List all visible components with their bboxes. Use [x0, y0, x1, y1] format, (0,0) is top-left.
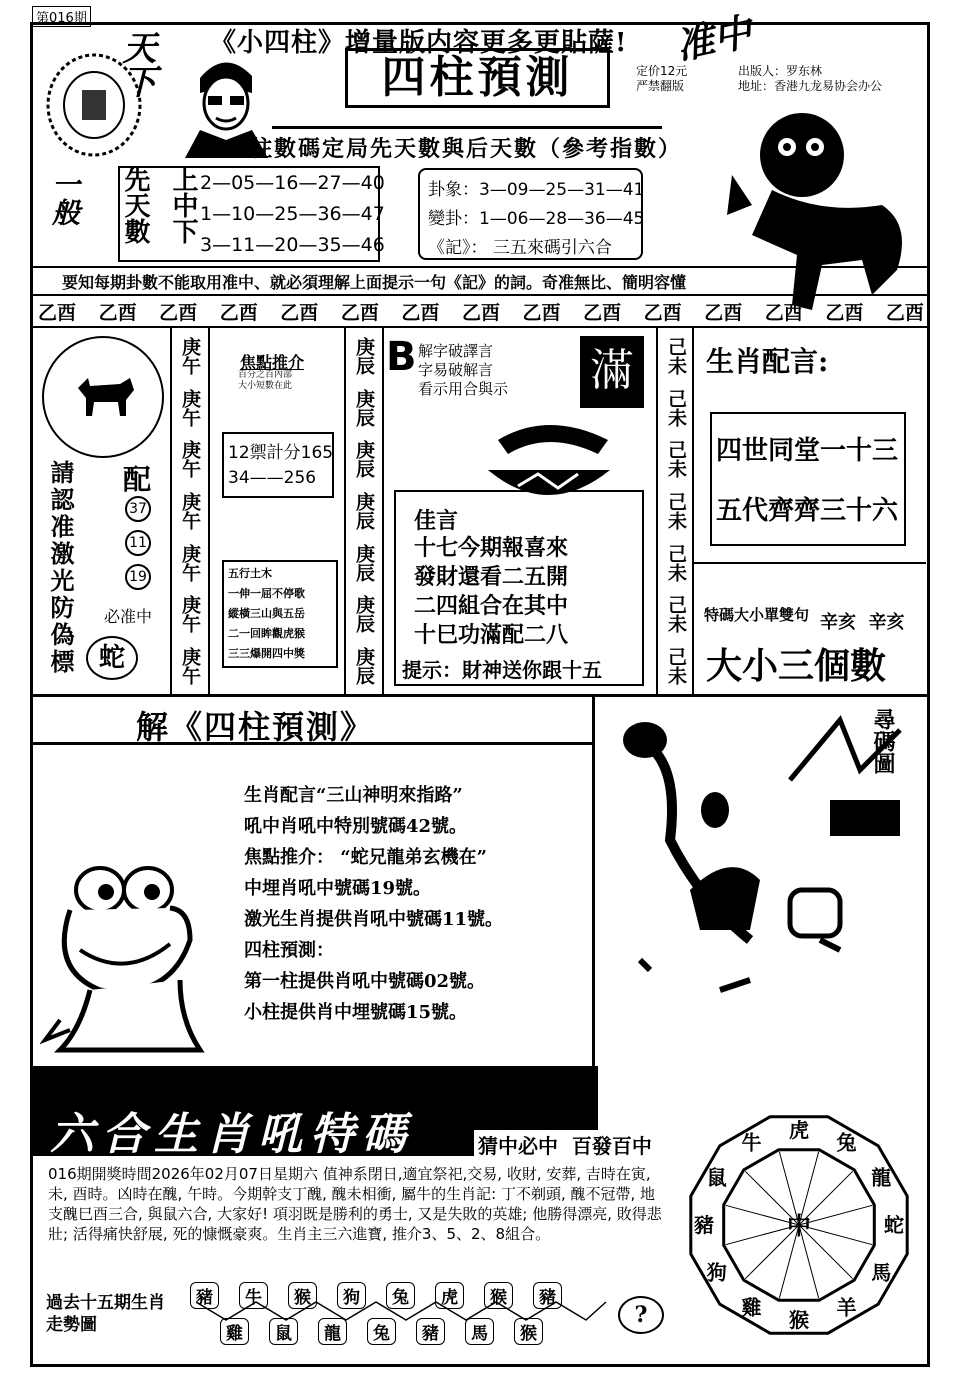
wheel-zodiac: 虎	[789, 1118, 809, 1142]
divider	[33, 326, 927, 328]
riddle-letter: B	[386, 334, 417, 380]
poem-lines	[228, 564, 305, 664]
trend-zodiac: 豬	[416, 1318, 445, 1345]
gengwu-cell: 庚午	[179, 647, 201, 686]
jiwei-cell: 己未	[665, 595, 687, 634]
wheel-zodiac: 狗	[706, 1260, 727, 1285]
yiyou-cell: 乙酉	[643, 302, 682, 324]
trend-zodiac: 兔	[386, 1282, 415, 1309]
num-37: 37	[125, 496, 151, 522]
gengwu-cell: 庚午	[179, 543, 201, 582]
snake-badge: 蛇	[86, 636, 138, 680]
jiayan-line: 十巳功滿配二八	[414, 622, 569, 648]
bizhun-label: 必准中	[104, 607, 153, 626]
no-copy-text: 严禁翻版	[636, 79, 685, 93]
trend-zodiac: 牛	[239, 1282, 268, 1309]
guaxiang-row-2: 變卦：1—06—28—36—45	[428, 209, 645, 229]
wheel-zodiac: 鼠	[706, 1165, 727, 1190]
trend-zigzag	[196, 1298, 616, 1324]
subheading: 柱數碼定局先天數與后天數（參考指數）	[250, 136, 683, 162]
gengwu-cell: 庚午	[179, 336, 201, 375]
divider	[208, 328, 210, 694]
yiyou-cell: 乙酉	[583, 302, 622, 324]
xiantian-row-1: 2—05—16—27—40	[200, 172, 385, 194]
issue-number: 第016期	[32, 6, 91, 27]
yiyou-cell: 乙酉	[340, 302, 379, 324]
num-11: 11	[125, 530, 151, 556]
num-19: 19	[125, 564, 151, 590]
wheel-zodiac: 豬	[694, 1213, 714, 1237]
jie-line: 生肖配言“三山神明來指路”	[244, 785, 463, 806]
wheel-zodiac: 猴	[789, 1308, 809, 1332]
gengchen-cell: 庚辰	[353, 595, 375, 634]
trend-zodiac: 猴	[514, 1318, 543, 1345]
wheel-zodiac: 羊	[836, 1295, 857, 1320]
gengchen-cell: 庚辰	[353, 543, 375, 582]
gengwu-cell: 庚午	[179, 595, 201, 634]
gengwu-cell: 庚午	[179, 388, 201, 427]
shengxiao-line-1: 四世同堂一十三	[716, 436, 899, 466]
jiwei-cell: 己未	[665, 543, 687, 582]
xiantian-row-3: 3—11—20—35—46	[200, 234, 385, 256]
pei-label: 配	[123, 463, 152, 496]
wheel-zodiac: 馬	[871, 1260, 892, 1285]
yiyou-cell: 乙酉	[159, 302, 198, 324]
question-badge: ?	[618, 1296, 664, 1334]
yiyou-cell: 乙酉	[219, 302, 258, 324]
divider	[344, 328, 346, 694]
yiyou-cell: 乙酉	[401, 302, 440, 324]
trend-zodiac: 猴	[288, 1282, 317, 1309]
shengxiao-title: 生肖配言:	[706, 345, 829, 378]
gengchen-cell: 庚辰	[353, 491, 375, 530]
divider	[33, 266, 927, 268]
jiwei-cell: 己未	[665, 336, 687, 375]
jiwei-cell: 己未	[665, 491, 687, 530]
laser-label: 請認准激光防偽標	[46, 460, 75, 676]
divider	[694, 562, 926, 564]
riddle-line: 解字破譯言	[418, 342, 494, 360]
jie-lines	[244, 780, 503, 1028]
trend-zodiac: 鼠	[269, 1318, 298, 1345]
yiyou-row	[38, 298, 924, 324]
wheel-zodiac: 雞	[741, 1295, 762, 1320]
divider	[382, 328, 384, 694]
yiyou-cell: 乙酉	[280, 302, 319, 324]
xiantian-row-2: 1—10—25—36—47	[200, 203, 385, 225]
jie-line: 小柱提供肖中埋號碼15號。	[244, 1002, 468, 1023]
wheel-zodiac: 龍	[871, 1165, 892, 1190]
yiyou-cell: 乙酉	[522, 302, 561, 324]
jiayan-line: 發財還看二五開	[414, 564, 569, 590]
wheel-zodiac: 牛	[741, 1130, 762, 1155]
jie-line: 四柱預測：	[244, 940, 334, 961]
poem-line: 縱橫三山與五岳	[228, 607, 305, 620]
tema-label: 特碼大小單雙句	[704, 606, 810, 624]
jiayan-hint: 提示：財神送你跟十五	[402, 658, 602, 682]
poem-line: 五行土木	[228, 567, 272, 580]
zodiac-wheel	[684, 1110, 914, 1340]
publisher-text: 出版人：罗东林	[738, 64, 823, 78]
riddle-line: 看示用合與示	[418, 380, 509, 398]
yiyou-cell: 乙酉	[885, 302, 924, 324]
divider	[656, 328, 658, 694]
gengchen-cell: 庚辰	[353, 440, 375, 479]
xunma-label: 尋碼圖	[870, 708, 896, 774]
gengwu-cell: 庚午	[179, 491, 201, 530]
wheel-zodiac: 蛇	[884, 1213, 904, 1237]
divider	[592, 696, 595, 1066]
xinhai-text: 辛亥 辛亥	[820, 612, 905, 633]
yiyou-cell: 乙酉	[704, 302, 743, 324]
jie-line: 第一柱提供肖吼中號碼02號。	[244, 971, 486, 992]
notice-text: 要知每期卦數不能取用准中、就必須理解上面提示一句《記》的詞。奇准無比、簡明容懂	[62, 273, 687, 292]
past-trend-label: 過去十五期生肖走勢圖	[46, 1293, 165, 1335]
gengwu-column	[174, 330, 206, 692]
jie-title: 解《四柱預測》	[136, 708, 375, 746]
yiyou-cell: 乙酉	[38, 302, 77, 324]
trend-zodiac: 兔	[367, 1318, 396, 1345]
jiwei-column	[660, 330, 692, 692]
banner-text: 《小四柱》增量版内容更多更貼薩!	[210, 28, 628, 58]
poem-line: 一伸一屈不停歌	[228, 587, 305, 600]
trend-zodiac: 馬	[465, 1318, 494, 1345]
poem-line: 二一回眸觀虎猴	[228, 627, 305, 640]
divider	[170, 328, 172, 694]
address-text: 地址：香港九龙易协会办公	[738, 79, 883, 93]
page-title: 四柱預測	[345, 48, 610, 108]
shengxiao-line-2: 五代齊齊三十六	[716, 496, 899, 526]
jie-line: 激光生肖提供肖吼中號碼11號。	[244, 909, 504, 930]
title-underline	[272, 126, 662, 129]
divider	[692, 328, 694, 694]
daxiao-text: 大小三個數	[706, 645, 887, 687]
focus-title: 焦點推介	[240, 353, 305, 372]
trend-zodiac: 豬	[533, 1282, 562, 1309]
gengchen-column	[348, 330, 380, 692]
jiwei-cell: 己未	[665, 440, 687, 479]
guaxiang-row-1: 卦象：3—09—25—31—41	[428, 180, 645, 200]
jie-line: 焦點推介： “蛇兄龍弟玄機在”	[244, 847, 487, 868]
side-calligraphy-top: 天下	[116, 30, 156, 98]
trend-zodiac: 龍	[318, 1318, 347, 1345]
seal-icon	[44, 50, 144, 160]
poem-line: 三三爆開四中獎	[228, 647, 305, 660]
xiantian-label: 先天數	[120, 166, 150, 244]
jie-line: 中埋肖吼中號碼19號。	[244, 878, 432, 899]
yiyou-cell: 乙酉	[825, 302, 864, 324]
yiyou-cell: 乙酉	[98, 302, 137, 324]
divider	[33, 694, 927, 697]
jiwei-cell: 己未	[665, 647, 687, 686]
gengwu-cell: 庚午	[179, 440, 201, 479]
jiayan-line: 二四組合在其中	[414, 593, 569, 619]
side-calligraphy-bottom: 一般	[48, 170, 81, 226]
jie-line: 吼中肖吼中特別號碼42號。	[244, 816, 468, 837]
slogan-text: 猜中必中 百發百中	[474, 1130, 656, 1159]
draw-paragraph: 016期開獎時間2026年02月07日星期六 值神系閉日,適宜祭祀,交易, 收財, 安葬, 吉時在寅, 未, 酉時。凶時在醜, 午時。今期幹支丁醜, 醜未相衝, 屬牛的生肖記: 丁不剃頭, 醜不冠帶, 地支醜巳酉三合, 與鼠六合, 大家好! 項羽既是勝利的勇士, 又是失敗的英雄; 他勝得漂亮, 敗得悲壯; 活得痛快舒展, 死的慷慨豪爽。生肖主三六進寶, 推介3、5、2、8組合。	[48, 1165, 662, 1243]
trend-zodiac: 狗	[337, 1282, 366, 1309]
zhunzhong-stamp: 准中	[671, 8, 756, 69]
gengchen-cell: 庚辰	[353, 388, 375, 427]
gengchen-cell: 庚辰	[353, 336, 375, 375]
price-text: 定价12元	[636, 64, 688, 78]
jiwei-cell: 己未	[665, 388, 687, 427]
calligraphy-text: 六合生肖吼特碼	[50, 1109, 414, 1160]
guaxiang-row-3: 《記》： 三五來碼引六合	[428, 238, 612, 258]
wheel-zodiac: 兔	[836, 1130, 857, 1155]
shangzhongxia-label: 上中下	[168, 166, 198, 244]
trend-zodiac: 雞	[220, 1318, 249, 1345]
wheel-center: 中	[787, 1211, 811, 1240]
riddle-line: 字易破解言	[418, 361, 494, 379]
jiayan-lines	[414, 534, 568, 650]
man-seal: 滿	[580, 336, 644, 408]
trend-zodiac: 豬	[190, 1282, 219, 1309]
focus-box-line-1: 12禦計分165	[228, 443, 334, 463]
jiayan-title: 佳言	[414, 508, 459, 534]
trend-zodiac: 虎	[435, 1282, 464, 1309]
yiyou-cell: 乙酉	[764, 302, 803, 324]
focus-sub: 百分之百內部 大小短數在此	[238, 370, 293, 391]
jiayan-line: 十七今期報喜來	[414, 535, 569, 561]
frog-cartoon-icon	[40, 860, 210, 1060]
ox-icon	[70, 370, 140, 420]
focus-box-line-2: 34——256	[228, 468, 317, 488]
trend-zodiac: 猴	[484, 1282, 513, 1309]
yiyou-cell: 乙酉	[461, 302, 500, 324]
riddle-lines	[418, 342, 508, 399]
gengchen-cell: 庚辰	[353, 647, 375, 686]
divider	[33, 294, 927, 296]
